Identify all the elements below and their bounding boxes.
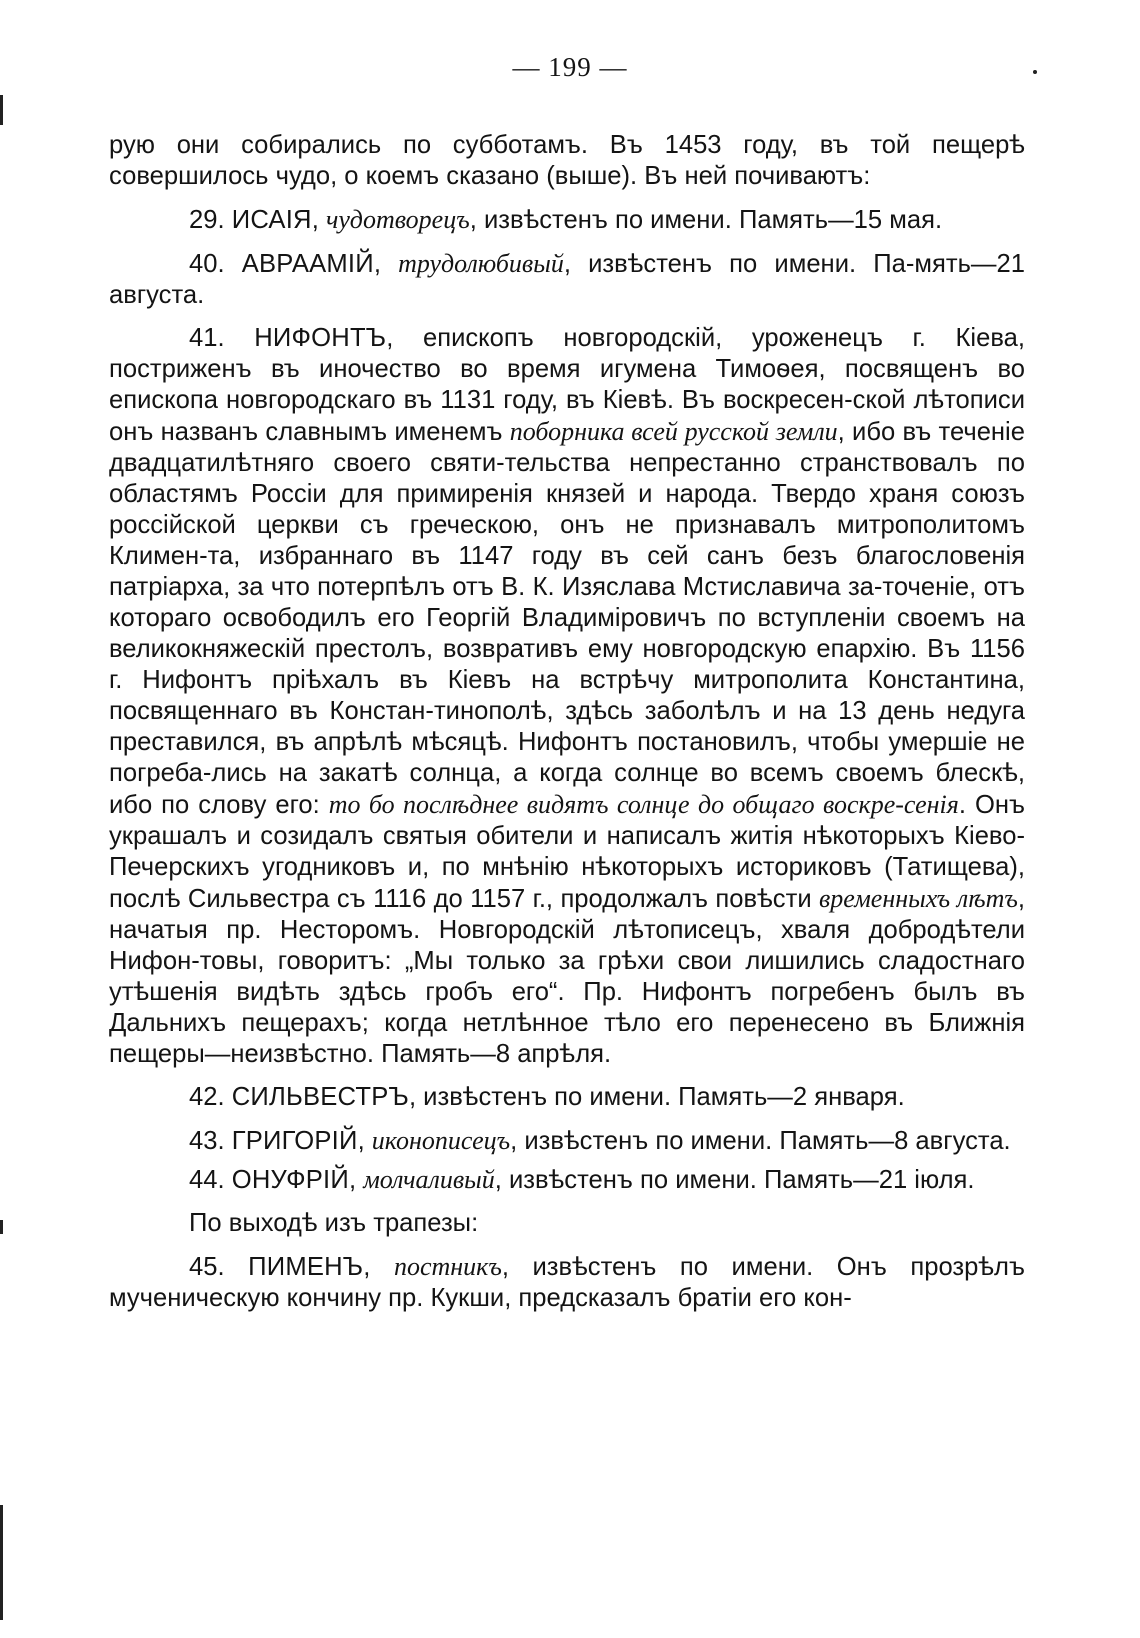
italic-phrase: поборника всей русской земли	[509, 417, 838, 446]
separator: ,	[357, 1127, 372, 1155]
continuation-paragraph: рую они собирались по субботамъ. Въ 1453 году, въ той пещерѣ совершилось чудо, о коемъ сказано (выше). Въ ней почиваютъ:	[109, 131, 1025, 190]
saint-name: ГРИГОРІЙ	[231, 1127, 358, 1155]
entry-text: , извѣстенъ по имени. Онъ прозрѣлъ мученическую кончину пр. Кукши, предсказалъ братіи его кон-	[109, 1253, 1025, 1312]
saint-epithet: молчаливый	[363, 1165, 495, 1194]
scan-edge-mark	[0, 1505, 3, 1620]
entry-text: , начатыя пр. Несторомъ. Новгородскій лѣтописецъ, хваля добродѣтели Нифон-товы, говоритъ: „Мы только за грѣхи свои лишились сладостнаго утѣшенія видѣть здѣсь гробъ его“. Пр. Нифонтъ погребенъ былъ въ Дальнихъ пещерахъ; когда нетлѣнное тѣло его перенесено въ Ближнія пещеры—неизвѣстно. Память—8 апрѣля.	[109, 885, 1025, 1068]
entry-number: 41.	[189, 324, 225, 352]
saint-name: ПИМЕНЪ	[248, 1253, 364, 1281]
saint-epithet: трудолюбивый	[398, 249, 564, 278]
page-body	[109, 130, 1025, 1314]
entry-text: , извѣстенъ по имени. Па-мять—21 августа.	[109, 250, 1025, 309]
section-note: По выходѣ изъ трапезы:	[189, 1209, 479, 1237]
separator: ,	[348, 1166, 364, 1194]
saint-name: НИФОНТЪ	[254, 324, 387, 352]
entry-45	[109, 1251, 1025, 1314]
saint-epithet: постникъ	[393, 1252, 502, 1281]
saint-name: ОНУФРІЙ	[231, 1166, 349, 1194]
saint-name: АВРААМІЙ	[241, 250, 374, 278]
scan-edge-mark	[0, 95, 3, 125]
entry-text: . Онъ украшалъ и созидалъ святыя обители и написалъ житія нѣкоторыхъ Кіево-Печерскихъ угодниковъ и, по мнѣнію нѣкоторыхъ историковъ (Татищева), послѣ Сильвестра съ 1116 до 1157 г., продолжалъ повѣсти	[109, 791, 1025, 913]
entry-number: 45.	[189, 1253, 225, 1281]
saint-epithet: иконописецъ	[371, 1126, 511, 1155]
separator: ,	[373, 250, 399, 278]
scan-speck	[1033, 70, 1037, 74]
saint-name: ИСАІЯ	[231, 206, 312, 234]
entry-text: , извѣстенъ по имени. Память—8 августа.	[510, 1127, 1011, 1155]
italic-quote: то бо послѣднее видятъ солнце до общаго воскре-сенія	[328, 790, 959, 819]
entry-number: 43.	[189, 1127, 225, 1155]
entry-text: , епископъ новгородскій, уроженецъ г. Кіева, постриженъ въ иночество во время игумена Тимоѳея, посвященъ во епископа новгородскаго въ 1131 году, въ Кіевѣ. Въ воскресен-ской лѣтописи онъ названъ славнымъ именемъ	[109, 324, 1025, 446]
entry-number: 42.	[189, 1083, 225, 1111]
separator: ,	[363, 1253, 394, 1281]
entry-number: 44.	[189, 1166, 225, 1194]
entry-text: , ибо въ теченіе двадцатилѣтняго своего святи-тельства непрестанно странствовалъ по областямъ Россіи для примиренія князей и народа. Твердо храня союзъ россійской церкви съ греческою, онъ не признавалъ митрополитомъ Климен-та, избраннаго въ 1147 году въ сей санъ безъ благословенія патріарха, за что потерпѣлъ отъ В. К. Изяслава Мстиславича за-точеніе, отъ котораго освободилъ его Георгій Владиміровичъ по вступленіи своемъ на великокняжескій престолъ, возвративъ ему новгородскую епархію. Въ 1156 г. Нифонтъ пріѣхалъ въ Кіевъ на встрѣчу митрополита Константина, посвященнаго въ Констан-тинополѣ, здѣсь заболѣлъ и на 13 день недуга преставился, въ апрѣлѣ мѣсяцѣ. Нифонтъ постановилъ, чтобы умершіе не погреба-лись на закатѣ солнца, а когда солнце во всемъ своемъ блескѣ, ибо по слову его:	[109, 418, 1025, 819]
entry-text: , извѣстенъ по имени. Память—21 іюля.	[494, 1166, 975, 1194]
page-number: — 199 —	[512, 52, 628, 82]
entry-text: , извѣстенъ по имени. Память—15 мая.	[469, 206, 943, 234]
entry-number: 40.	[189, 250, 225, 278]
entry-40	[109, 248, 1025, 311]
scan-edge-mark	[0, 1220, 3, 1234]
saint-name: СИЛЬВЕСТРЪ	[231, 1083, 409, 1111]
entry-44	[109, 1164, 1025, 1196]
entry-42	[109, 1082, 1025, 1113]
entry-text: , извѣстенъ по имени. Память—2 января.	[408, 1083, 905, 1111]
separator: ,	[311, 206, 326, 234]
italic-phrase: временныхъ лѣтъ	[819, 884, 1018, 913]
entry-29	[109, 204, 1025, 236]
saint-epithet: чудотворецъ	[325, 205, 470, 234]
entry-41	[109, 323, 1025, 1070]
entry-43	[109, 1125, 1025, 1157]
entry-number: 29.	[189, 206, 225, 234]
